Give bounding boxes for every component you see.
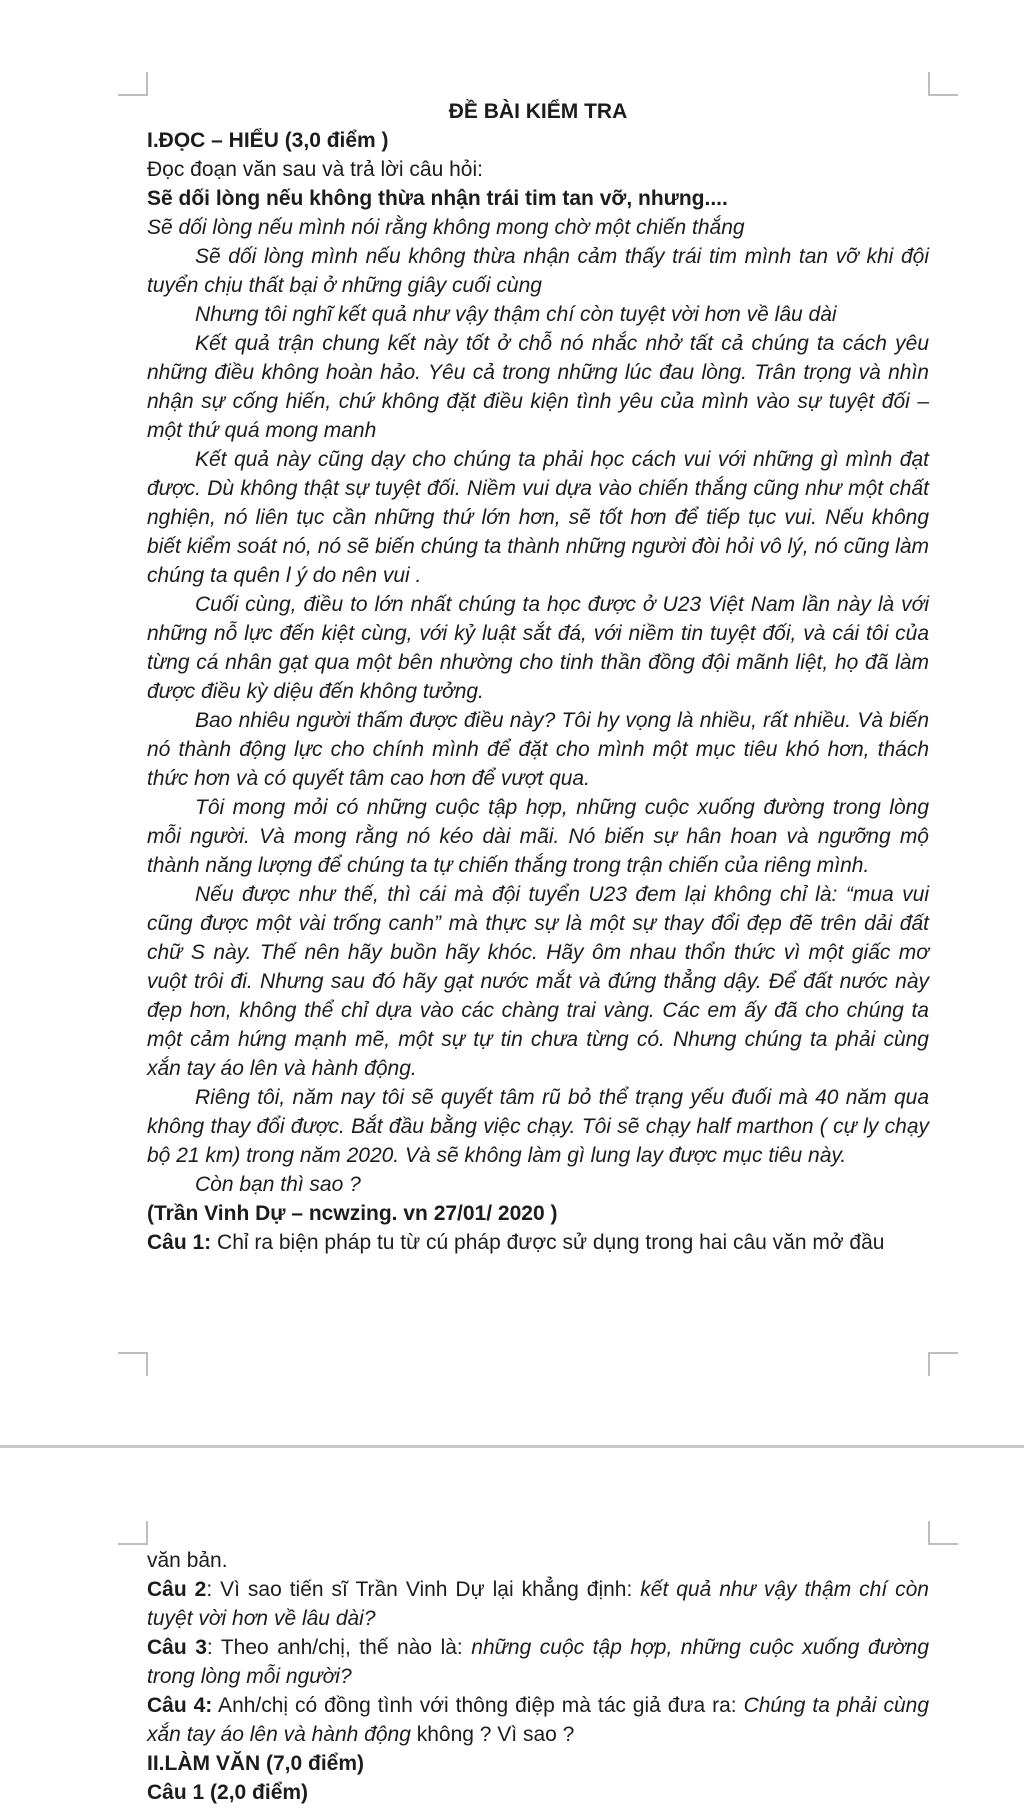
corner-mark-top-right — [928, 1521, 958, 1545]
section-writing-heading: II.LÀM VĂN (7,0 điểm) — [147, 1752, 365, 1775]
question-4 — [147, 1691, 929, 1749]
passage-paragraph: Còn bạn thì sao ? — [195, 1173, 361, 1196]
section-reading-heading: I.ĐỌC – HIỂU (3,0 điểm ) — [147, 129, 389, 152]
passage-title: Sẽ dối lòng nếu không thừa nhận trái tim tan vỡ, nhưng.... — [147, 187, 728, 210]
passage-paragraph: Sẽ dối lòng nếu mình nói rằng không mong chờ một chiến thắng — [147, 216, 745, 239]
passage-paragraph: Nhưng tôi nghĩ kết quả như vậy thậm chí còn tuyệt vời hơn về lâu dài — [195, 303, 837, 326]
question-1-label: Câu 1: — [147, 1231, 212, 1254]
corner-mark-top-left — [118, 72, 148, 96]
question-3-quote: những cuộc tập hợp, những cuộc xuống đường trong lòng mỗi người? — [147, 1636, 929, 1688]
writing-question-1-heading: Câu 1 (2,0 điểm) — [147, 1781, 309, 1804]
corner-mark-bottom-right — [928, 1352, 958, 1376]
question-3 — [147, 1633, 929, 1691]
question-1-continued: văn bản. — [147, 1549, 228, 1572]
question-4-text: Anh/chị có đồng tình với thông điệp mà tác giả đưa ra: — [212, 1694, 744, 1717]
page-separator — [0, 1445, 1024, 1448]
passage-paragraph: Bao nhiêu người thấm được điều này? Tôi hy vọng là nhiều, rất nhiều. Và biến nó thành động lực cho chính mình để đặt cho mình một mục tiêu khó hơn, thách thức hơn và có quyết tâm cao hơn để vượt qua. — [147, 709, 929, 790]
corner-mark-top-right — [928, 72, 958, 96]
passage-paragraph: Kết quả trận chung kết này tốt ở chỗ nó nhắc nhở tất cả chúng ta cách yêu những điều không hoàn hảo. Yêu cả trong những lúc đau lòng. Trân trọng và nhìn nhận sự cống hiến, chứ không đặt điều kiện tình yêu của mình vào sự tuyệt đối – một thứ quá mong manh — [147, 332, 929, 442]
corner-mark-bottom-left — [118, 1352, 148, 1376]
corner-mark-top-left — [118, 1521, 148, 1545]
page-1-content — [147, 97, 929, 1257]
passage-paragraph: Sẽ dối lòng mình nếu không thừa nhận cảm thấy trái tim mình tan vỡ khi đội tuyển chịu thất bại ở những giây cuối cùng — [147, 245, 929, 297]
page-2-content — [147, 1546, 929, 1807]
question-2 — [147, 1575, 929, 1633]
instruction-text: Đọc đoạn văn sau và trả lời câu hỏi: — [147, 158, 483, 181]
question-4-quote: Chúng ta phải cùng xắn tay áo lên và hành động — [147, 1694, 930, 1746]
passage-paragraph: Riêng tôi, năm nay tôi sẽ quyết tâm rũ bỏ thể trạng yếu đuối mà 40 năm qua không thay đổi được. Bắt đầu bằng việc chạy. Tôi sẽ chạy half marthon ( cự ly chạy bộ 21 km) trong năm 2020. Và sẽ không làm gì lung lay được mục tiêu này. — [147, 1086, 929, 1167]
question-1 — [147, 1228, 929, 1257]
question-2-label: Câu 2 — [147, 1578, 207, 1601]
passage-paragraph: Tôi mong mỏi có những cuộc tập hợp, những cuộc xuống đường trong lòng mỗi người. Và mong rằng nó kéo dài mãi. Nó biến sự hân hoan và ngưỡng mộ thành năng lượng để chúng ta tự chiến thắng trong trận chiến của riêng mình. — [147, 796, 929, 877]
question-4-tail: không ? Vì sao ? — [410, 1723, 575, 1746]
question-1-text: Chỉ ra biện pháp tu từ cú pháp được sử dụng trong hai câu văn mở đầu — [211, 1231, 885, 1254]
passage-paragraph: Cuối cùng, điều to lớn nhất chúng ta học được ở U23 Việt Nam lần này là với những nỗ lực đến kiệt cùng, với kỷ luật sắt đá, với niềm tin tuyệt đối, và cái tôi của từng cá nhân gạt qua một bên nhường cho tinh thần đồng đội mãnh liệt, họ đã làm được điều kỳ diệu đến không tưởng. — [147, 593, 929, 703]
document-title: ĐỀ BÀI KIỂM TRA — [448, 100, 628, 123]
question-3-label: Câu 3 — [147, 1636, 207, 1659]
question-4-label: Câu 4: — [147, 1694, 213, 1717]
passage-source: (Trần Vinh Dự – ncwzing. vn 27/01/ 2020 ) — [147, 1202, 558, 1225]
passage-paragraph: Kết quả này cũng dạy cho chúng ta phải học cách vui với những gì mình đạt được. Dù không thật sự tuyệt đối. Niềm vui dựa vào chiến thắng cũng như một chất nghiện, nó liên tục cần những thứ lớn hơn, sẽ tốt hơn để tiếp tục vui. Nếu không biết kiểm soát nó, nó sẽ biến chúng ta thành những người đòi hỏi vô lý, nó cũng làm chúng ta quên l ý do nên vui . — [147, 448, 929, 587]
question-2-text: : Vì sao tiến sĩ Trần Vinh Dự lại khẳng định: — [206, 1578, 641, 1601]
question-3-text: : Theo anh/chị, thế nào là: — [206, 1636, 472, 1659]
passage-paragraph: Nếu được như thế, thì cái mà đội tuyển U23 đem lại không chỉ là: “mua vui cũng được một vài trống canh” mà thực sự là một sự thay đổi đẹp đẽ trên dải đất chữ S này. Thế nên hãy buồn hãy khóc. Hãy ôm nhau thổn thức vì một giấc mơ vuột trôi đi. Nhưng sau đó hãy gạt nước mắt và đứng thẳng dậy. Để đất nước này đẹp hơn, không thể chỉ dựa vào các chàng trai vàng. Các em ấy đã cho chúng ta một cảm hứng mạnh mẽ, một sự tự tin chưa từng có. Nhưng chúng ta phải cùng xắn tay áo lên và hành động. — [147, 883, 929, 1080]
question-2-quote: kết quả như vậy thậm chí còn tuyệt vời hơn về lâu dài? — [147, 1578, 929, 1630]
